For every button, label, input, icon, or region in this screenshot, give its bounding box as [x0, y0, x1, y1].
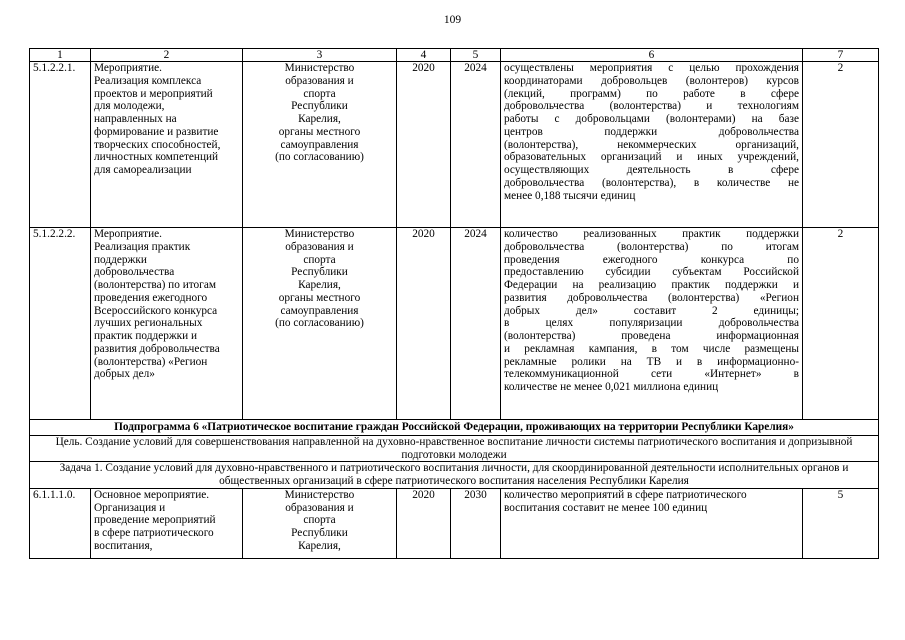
text-line: добровольчества	[94, 266, 175, 279]
executor-cell	[243, 488, 397, 558]
text-line: Реализация комплекса	[94, 74, 202, 87]
text-line: Организация и	[94, 501, 166, 514]
task-text: Задача 1. Создание условий для духовно-нравственного и патриотического воспитания личности, для скоординированной деятельности исполнительных органов и общественных организаций в сфере патриотического воспитания населения Республики Карелия	[30, 462, 879, 489]
text-line: (волонтерства) проведена информационная	[504, 330, 799, 342]
text-line: добровольчества (волонтерства), в количестве не	[504, 176, 799, 189]
end-year: 2024	[451, 228, 501, 420]
text-line: спорта	[303, 514, 336, 527]
text-line: спорта	[303, 87, 336, 100]
text-line: самоуправления	[280, 138, 359, 151]
indicator-value: 5	[803, 488, 879, 558]
text-line: количестве не менее 0,021 миллиона единиц	[504, 381, 719, 393]
table-row	[30, 228, 879, 420]
column-number: 5	[451, 49, 501, 62]
text-line: Министерство	[284, 488, 355, 501]
task-row	[30, 462, 879, 489]
text-line: спорта	[303, 253, 336, 266]
text-line: Реализация практик	[94, 240, 191, 253]
text-line: органы местного	[278, 291, 361, 304]
event-cell	[91, 62, 243, 228]
text-line: самоуправления	[280, 304, 359, 317]
text-line: проектов и мероприятий	[94, 87, 213, 100]
text-line: предоставлению субсидии субъектам Российской	[504, 266, 799, 279]
text-line: образования и	[285, 240, 354, 253]
subprogram-title: Подпрограмма 6 «Патриотическое воспитание граждан Российской Федерации, проживающих на территории Республики Карелия»	[30, 420, 879, 436]
text-line: количество реализованных практик поддержки	[504, 228, 799, 240]
text-line: воспитания,	[94, 539, 153, 552]
text-line: (волонтерства) по итогам	[94, 279, 216, 291]
text-line: добрых дел»	[94, 368, 155, 381]
text-line: Республики	[291, 266, 348, 279]
text-line: рекламные ролики на ТВ и в информационно-	[504, 355, 799, 368]
text-line: воспитания составит не менее 100 единиц	[504, 501, 708, 514]
column-number: 3	[243, 49, 397, 62]
text-line: образовательных организаций и иных учреждений,	[504, 151, 799, 164]
event-cell	[91, 228, 243, 420]
start-year: 2020	[397, 488, 451, 558]
executor-cell	[243, 228, 397, 420]
result-cell	[501, 488, 803, 558]
text-line: образования и	[285, 74, 354, 87]
column-number-row	[30, 49, 879, 62]
text-line: Карелия,	[298, 113, 341, 125]
text-line: для самореализации	[94, 164, 192, 176]
text-line: осуществляющих деятельность в сфере	[504, 164, 799, 176]
text-line: формирование и развитие	[94, 125, 219, 138]
text-line: и рекламная кампания, в том числе размещены	[504, 342, 799, 355]
column-number: 1	[30, 49, 91, 62]
page-number: 109	[443, 14, 462, 26]
end-year: 2024	[451, 62, 501, 228]
start-year: 2020	[397, 62, 451, 228]
text-line: осуществлены мероприятия с целью прохождения	[504, 62, 799, 74]
text-line: направленных на	[94, 113, 177, 125]
text-line: Мероприятие.	[94, 62, 162, 74]
text-line: развития добровольчества (волонтерства) «Регион	[504, 291, 799, 304]
text-line: в сфере патриотического	[94, 527, 214, 539]
text-line: проведения ежегодного	[94, 291, 208, 304]
result-cell	[501, 228, 803, 420]
text-line: поддержки	[94, 253, 147, 266]
indicator-value: 2	[803, 228, 879, 420]
text-line: добровольчества (волонтерства) и технологиям	[504, 100, 799, 113]
column-number: 7	[803, 49, 879, 62]
text-line: Мероприятие.	[94, 228, 162, 240]
text-line: Карелия,	[298, 279, 341, 291]
text-line: координаторами добровольцев (волонтеров) курсов	[504, 74, 799, 87]
row-code: 6.1.1.1.0.	[30, 488, 91, 558]
result-cell	[501, 62, 803, 228]
subprogram-row	[30, 420, 879, 436]
text-line: для молодежи,	[94, 100, 165, 113]
text-line: (лекций, программ) по работе в сфере	[504, 87, 799, 100]
start-year: 2020	[397, 228, 451, 420]
text-line: личностных компетенций	[94, 151, 219, 164]
text-line: (по согласованию)	[275, 151, 364, 164]
event-cell	[91, 488, 243, 558]
text-line: (волонтерства) «Регион	[94, 355, 208, 368]
text-line: работы с добровольцами (волонтерами) на базе	[504, 113, 799, 125]
text-line: Республики	[291, 527, 348, 539]
end-year: 2030	[451, 488, 501, 558]
goal-text: Цель. Создание условий для совершенствования направленной на духовно-нравственное воспитание личности системы патриотического воспитания и допризывной подготовки молодежи	[30, 435, 879, 462]
row-code: 5.1.2.2.2.	[30, 228, 91, 420]
text-line: Республики	[291, 100, 348, 113]
text-line: телекоммуникационной сети «Интернет» в	[504, 368, 799, 381]
program-table	[29, 48, 879, 559]
text-line: развития добровольчества	[94, 342, 220, 355]
text-line: образования и	[285, 501, 354, 514]
text-line: количество мероприятий в сфере патриотического	[504, 488, 747, 501]
executor-cell	[243, 62, 397, 228]
text-line: практик поддержки и	[94, 330, 198, 342]
table-row	[30, 488, 879, 558]
text-line: в целях популяризации добровольчества	[504, 317, 799, 330]
text-line: менее 0,188 тысячи единиц	[504, 189, 636, 202]
text-line: проведение мероприятий	[94, 514, 216, 527]
goal-row	[30, 435, 879, 462]
text-line: проведения ежегодного конкурса по	[504, 253, 799, 266]
text-line: Основное мероприятие.	[94, 488, 210, 501]
column-number: 6	[501, 49, 803, 62]
text-line: (по согласованию)	[275, 317, 364, 330]
text-line: лучших региональных	[94, 317, 203, 330]
indicator-value: 2	[803, 62, 879, 228]
column-number: 4	[397, 49, 451, 62]
text-line: Карелия,	[298, 539, 341, 552]
text-line: Федерации на реализацию практик поддержки и	[504, 279, 799, 291]
text-line: Всероссийского конкурса	[94, 304, 218, 317]
row-code: 5.1.2.2.1.	[30, 62, 91, 228]
text-line: (волонтерства), некоммерческих организаций,	[504, 138, 799, 151]
text-line: добровольчества (волонтерства) по итогам	[504, 240, 799, 253]
text-line: центров поддержки добровольчества	[504, 125, 799, 138]
text-line: творческих способностей,	[94, 138, 221, 151]
text-line: органы местного	[278, 125, 361, 138]
table-row	[30, 62, 879, 228]
column-number: 2	[91, 49, 243, 62]
text-line: Министерство	[284, 62, 355, 74]
text-line: Министерство	[284, 228, 355, 240]
text-line: добрых дел» составит 2 единицы;	[504, 304, 799, 317]
